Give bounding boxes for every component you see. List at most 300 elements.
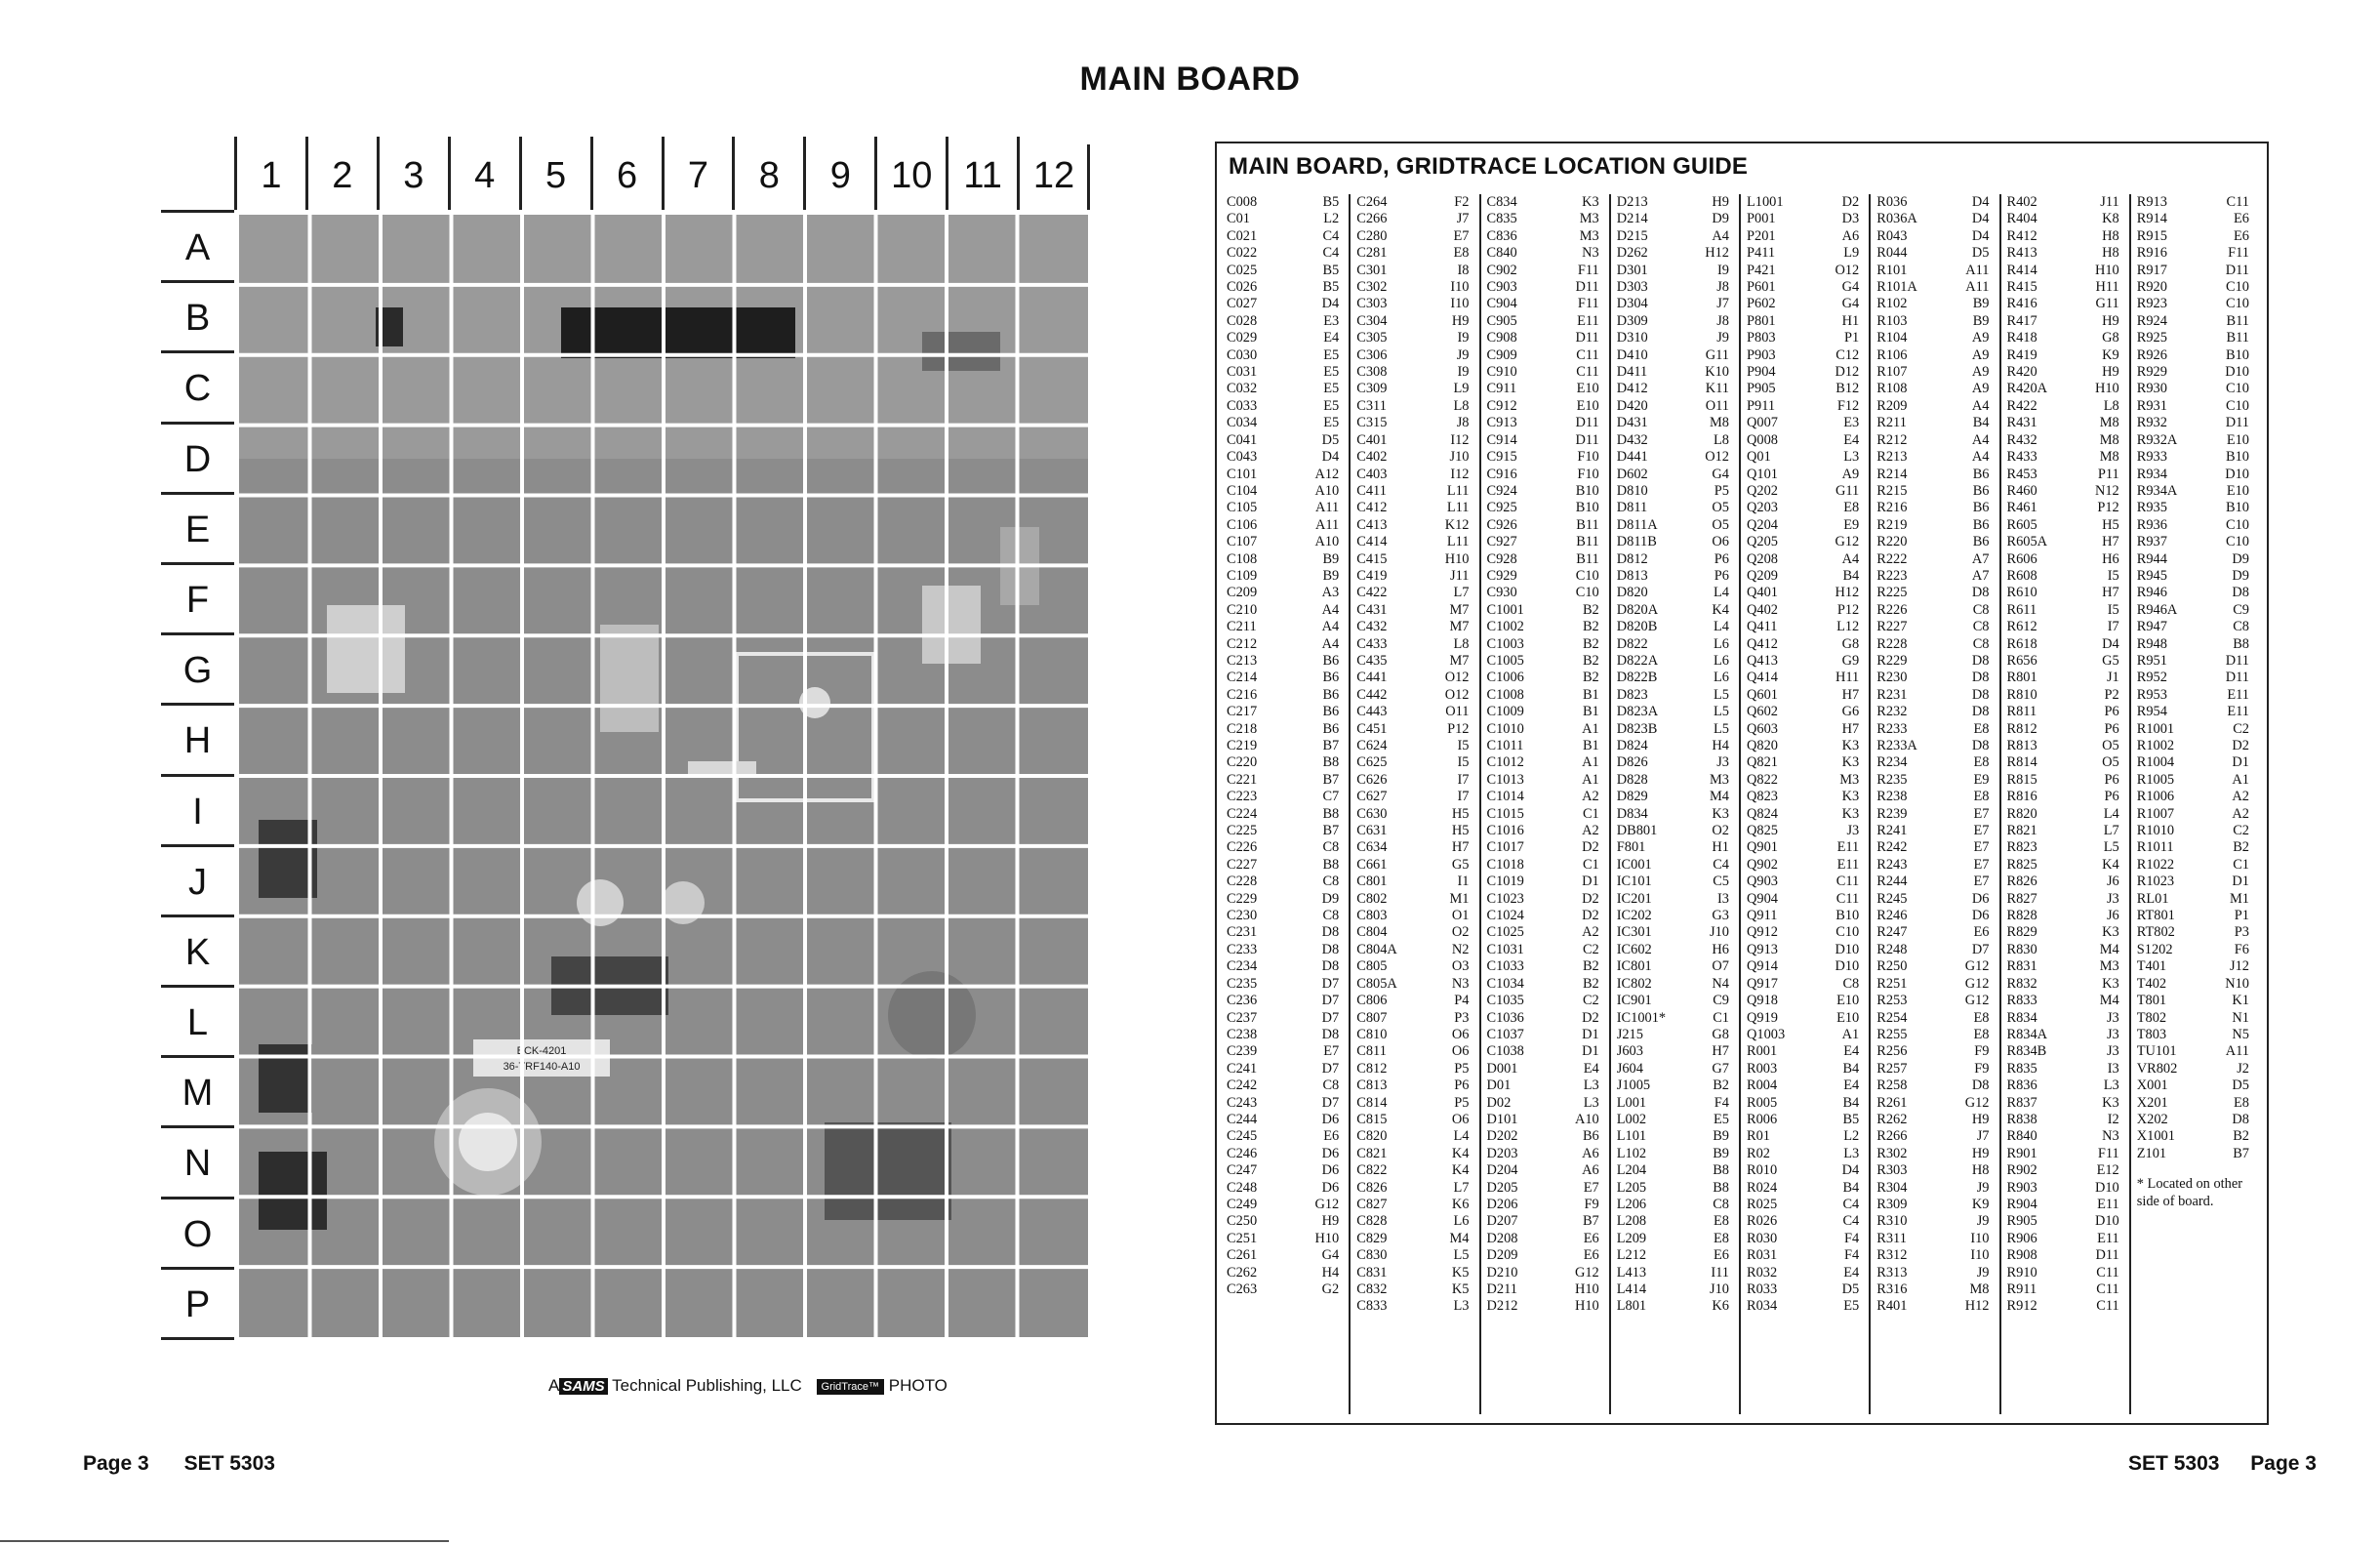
guide-entry (2007, 1128, 2123, 1145)
guide-entry (1487, 381, 1603, 397)
component-ref: R813 (2006, 738, 2037, 753)
component-ref: R821 (2006, 823, 2037, 839)
component-ref: C441 (1356, 670, 1388, 686)
grid-location: L8 (1714, 431, 1729, 448)
guide-entry (1617, 942, 1733, 958)
component-ref: Q901 (1747, 839, 1778, 856)
grid-location: C1 (1713, 1009, 1729, 1026)
grid-location: G2 (1321, 1281, 1340, 1297)
grid-location: B10 (2226, 449, 2249, 466)
grid-location: C8 (1842, 975, 1860, 992)
grid-location: H8 (2102, 245, 2119, 262)
component-ref: L413 (1616, 1264, 1647, 1281)
component-ref: R229 (1876, 652, 1908, 669)
guide-entry (1617, 823, 1733, 839)
component-ref: R02 (1747, 1145, 1770, 1161)
guide-column (1999, 194, 2129, 1414)
guide-entry (1487, 942, 1603, 958)
page-number: Page 3 (83, 1452, 149, 1475)
guide-entry (1617, 1247, 1733, 1264)
component-ref: C028 (1227, 312, 1258, 329)
grid-location: E3 (1843, 415, 1860, 431)
grid-location: O5 (2102, 738, 2119, 753)
grid-location: J10 (1710, 1281, 1729, 1297)
grid-location: K3 (2102, 1094, 2119, 1111)
component-ref: D206 (1486, 1196, 1518, 1212)
grid-location: E8 (1973, 1009, 1990, 1026)
component-ref: R916 (2136, 245, 2167, 262)
guide-entry (2137, 381, 2253, 397)
guide-entry (1617, 534, 1733, 550)
component-ref: L002 (1616, 1111, 1647, 1127)
guide-entry (1876, 415, 1993, 431)
grid-location: B4 (1972, 415, 1990, 431)
guide-entry (1617, 687, 1733, 704)
guide-entry (1227, 1061, 1343, 1077)
guide-entry (2137, 347, 2253, 364)
guide-entry (2007, 330, 2123, 346)
guide-entry (2137, 194, 2253, 211)
grid-location: D4 (1321, 296, 1340, 312)
guide-entry (1487, 839, 1603, 856)
guide-entry (1356, 908, 1472, 924)
guide-entry (2007, 754, 2123, 771)
component-ref: IC001 (1616, 856, 1652, 873)
grid-location: B10 (1575, 500, 1599, 516)
guide-entry (1747, 1010, 1863, 1027)
component-ref: C303 (1356, 296, 1388, 312)
guide-entry (1747, 653, 1863, 670)
component-ref: C244 (1227, 1111, 1258, 1127)
guide-entry (1227, 415, 1343, 431)
grid-location: L4 (1453, 1128, 1470, 1145)
component-ref: C311 (1356, 397, 1387, 414)
grid-location: O6 (1451, 1043, 1470, 1060)
guide-entry (1227, 1077, 1343, 1094)
component-ref: D412 (1616, 381, 1648, 397)
component-ref: P903 (1747, 346, 1776, 363)
grid-location: E5 (1843, 1298, 1860, 1315)
component-ref: R257 (1876, 1060, 1908, 1077)
guide-entry (1876, 568, 1993, 585)
grid-location: E10 (1836, 1009, 1860, 1026)
guide-entry (1487, 958, 1603, 975)
grid-location: J3 (2106, 890, 2119, 907)
grid-location: C8 (1972, 601, 1990, 618)
component-ref: Q413 (1747, 652, 1778, 669)
grid-location: J6 (2106, 874, 2119, 890)
grid-location: K3 (1582, 194, 1599, 210)
grid-location: O1 (1451, 908, 1470, 924)
grid-location: E5 (1714, 1111, 1729, 1127)
guide-entry (1227, 993, 1343, 1009)
guide-entry (1747, 704, 1863, 720)
guide-entry (1876, 364, 1993, 381)
component-ref: C1003 (1486, 635, 1524, 652)
component-ref: C029 (1227, 330, 1258, 346)
grid-location: E6 (2234, 211, 2249, 227)
grid-location: L11 (1446, 482, 1470, 499)
component-ref: C026 (1227, 279, 1258, 296)
grid-location: D11 (2225, 652, 2249, 669)
component-ref: R930 (2136, 381, 2167, 397)
guide-entry (1747, 398, 1863, 415)
guide-entry (1356, 551, 1472, 568)
grid-location: B2 (1582, 975, 1599, 992)
component-ref: C231 (1227, 924, 1258, 941)
grid-location: D6 (1321, 1179, 1340, 1196)
guide-entry (1356, 568, 1472, 585)
guide-entry (2137, 1010, 2253, 1027)
guide-entry (1747, 772, 1863, 789)
guide-entry (1747, 687, 1863, 704)
footer-left (83, 1452, 304, 1476)
component-ref: C443 (1356, 704, 1388, 720)
component-ref: R812 (2006, 720, 2037, 737)
guide-entry (1617, 432, 1733, 449)
grid-location: D5 (1321, 431, 1340, 448)
guide-entry (2137, 602, 2253, 619)
component-ref: R820 (2006, 805, 2037, 822)
guide-entry (1487, 1146, 1603, 1162)
component-ref: C281 (1356, 245, 1388, 262)
guide-entry (1356, 619, 1472, 635)
component-ref: C041 (1227, 431, 1258, 448)
component-ref: D202 (1486, 1128, 1518, 1145)
component-ref: R810 (2006, 686, 2037, 703)
grid-location: D8 (1321, 1026, 1340, 1042)
grid-location: E6 (2234, 227, 2249, 244)
component-ref: C223 (1227, 789, 1258, 805)
grid-location: J3 (2106, 1026, 2119, 1042)
guide-entry (1227, 517, 1343, 534)
component-ref: R908 (2006, 1247, 2037, 1264)
grid-location: E4 (1843, 1077, 1860, 1094)
component-ref: R826 (2006, 874, 2037, 890)
guide-entry (1617, 602, 1733, 619)
guide-entry (1356, 245, 1472, 262)
guide-entry (1617, 754, 1733, 771)
guide-entry (1876, 789, 1993, 805)
component-ref: C912 (1486, 397, 1517, 414)
guide-entry (1876, 313, 1993, 330)
grid-location: L7 (1453, 1179, 1470, 1196)
grid-location: B11 (1576, 516, 1599, 533)
guide-entry (1876, 1077, 1993, 1094)
grid-location: P5 (1714, 482, 1729, 499)
grid-location: D8 (1971, 738, 1990, 753)
guide-entry (1227, 738, 1343, 754)
guide-entry (1747, 432, 1863, 449)
guide-entry (1356, 772, 1472, 789)
grid-location: D2 (1582, 839, 1599, 856)
component-ref: R254 (1876, 1009, 1908, 1026)
component-ref: R608 (2006, 567, 2037, 584)
component-ref: R422 (2006, 397, 2037, 414)
guide-entry (1876, 330, 1993, 346)
grid-location: C8 (1713, 1196, 1729, 1212)
credit-company: Technical Publishing, LLC (612, 1376, 802, 1395)
guide-entry (2007, 976, 2123, 993)
grid-location: D11 (1575, 330, 1599, 346)
grid-location: G6 (1841, 704, 1860, 720)
guide-entry (1617, 670, 1733, 686)
component-ref: VR802 (2136, 1060, 2178, 1077)
component-ref: Q008 (1747, 431, 1778, 448)
grid-location: K5 (1451, 1264, 1470, 1281)
grid-location: H4 (1712, 738, 1729, 753)
component-ref: IC801 (1616, 958, 1652, 975)
component-ref: T402 (2136, 975, 2167, 992)
component-ref: Q822 (1747, 771, 1778, 788)
grid-location: H10 (1314, 1230, 1340, 1246)
component-ref: X001 (2136, 1077, 2168, 1094)
grid-location: N12 (2094, 482, 2119, 499)
component-ref: D203 (1486, 1145, 1518, 1161)
grid-location: G8 (2102, 330, 2119, 346)
component-ref: R414 (2006, 262, 2037, 278)
grid-location: P5 (1454, 1060, 1470, 1077)
component-ref: C624 (1356, 738, 1388, 753)
component-ref: D823A (1616, 704, 1659, 720)
guide-entry (1356, 1162, 1472, 1179)
component-ref: D205 (1486, 1179, 1518, 1196)
grid-location: G12 (1964, 1094, 1990, 1111)
guide-entry (2137, 1128, 2253, 1145)
guide-entry (1227, 670, 1343, 686)
component-ref: R231 (1876, 686, 1908, 703)
component-ref: R1022 (2136, 856, 2175, 873)
guide-entry (1356, 517, 1472, 534)
component-ref: C904 (1486, 296, 1517, 312)
grid-location: C1 (2233, 856, 2249, 873)
grid-location: D8 (2232, 1111, 2249, 1127)
guide-entry (1747, 263, 1863, 279)
guide-entry (1356, 891, 1472, 908)
guide-entry (2137, 432, 2253, 449)
component-ref: C805 (1356, 958, 1388, 975)
component-ref: D811B (1616, 534, 1657, 550)
component-ref: R256 (1876, 1043, 1908, 1060)
component-ref: C411 (1356, 482, 1387, 499)
grid-location: L7 (1453, 585, 1470, 601)
grid-location: J7 (1456, 211, 1470, 227)
component-ref: IC202 (1616, 908, 1652, 924)
grid-location: E10 (1576, 397, 1599, 414)
guide-entry (2137, 585, 2253, 601)
component-ref: Q205 (1747, 534, 1778, 550)
guide-entry (1747, 721, 1863, 738)
grid-column-label: 4 (448, 137, 519, 210)
guide-entry (1356, 364, 1472, 381)
grid-location: J12 (2230, 958, 2249, 975)
grid-location: H9 (1971, 1145, 1990, 1161)
component-ref: C1024 (1486, 908, 1524, 924)
guide-entry (1356, 602, 1472, 619)
grid-location: P11 (2097, 466, 2119, 482)
guide-entry (2007, 500, 2123, 516)
component-ref: C661 (1356, 856, 1388, 873)
grid-location: A4 (1971, 397, 1990, 414)
guide-entry (1617, 313, 1733, 330)
guide-entry (2007, 942, 2123, 958)
component-ref: R830 (2006, 941, 2037, 957)
component-ref: R241 (1876, 823, 1908, 839)
grid-location: C8 (1972, 619, 1990, 635)
guide-entry (1747, 1162, 1863, 1179)
guide-entry (1876, 551, 1993, 568)
component-ref: C308 (1356, 364, 1388, 381)
component-ref: C302 (1356, 279, 1388, 296)
grid-location: D5 (1841, 1281, 1860, 1297)
component-ref: R1002 (2136, 738, 2175, 753)
component-ref: R238 (1876, 789, 1908, 805)
grid-location: G4 (1712, 466, 1729, 482)
guide-entry (1876, 976, 1993, 993)
guide-entry (1747, 924, 1863, 941)
component-ref: R230 (1876, 670, 1908, 686)
grid-location: M4 (1710, 789, 1729, 805)
guide-entry (1747, 1231, 1863, 1247)
guide-entry (1487, 228, 1603, 245)
guide-entry (2007, 1112, 2123, 1128)
component-ref: R213 (1876, 449, 1908, 466)
component-ref: D01 (1486, 1077, 1512, 1094)
guide-entry (1227, 1027, 1343, 1043)
grid-row-label: K (161, 915, 234, 985)
guide-columns (1227, 194, 2259, 1414)
grid-location: J8 (1716, 279, 1729, 296)
grid-location: A4 (1321, 601, 1340, 618)
guide-entry (1617, 1095, 1733, 1112)
grid-location: E7 (1973, 805, 1990, 822)
grid-location: M8 (2099, 449, 2119, 466)
grid-location: D7 (1321, 1060, 1340, 1077)
grid-location: E9 (1843, 516, 1860, 533)
grid-location: I8 (1457, 262, 1470, 278)
guide-entry (1747, 619, 1863, 635)
grid-location: A4 (1841, 550, 1860, 567)
guide-entry (1227, 1128, 1343, 1145)
component-ref: R827 (2006, 890, 2037, 907)
grid-location: P1 (2234, 908, 2249, 924)
grid-location: K3 (1841, 805, 1860, 822)
grid-location: I12 (1450, 431, 1470, 448)
guide-entry (1356, 313, 1472, 330)
component-ref: C926 (1486, 516, 1517, 533)
component-ref: C834 (1486, 194, 1517, 210)
component-ref: C822 (1356, 1162, 1388, 1179)
component-ref: L212 (1616, 1247, 1647, 1264)
component-ref: D810 (1616, 482, 1648, 499)
grid-location: H12 (1964, 1298, 1990, 1315)
guide-entry (1487, 398, 1603, 415)
guide-entry (1487, 636, 1603, 653)
component-ref: D826 (1616, 754, 1648, 771)
grid-location: N5 (2232, 1026, 2249, 1042)
component-ref: R838 (2006, 1111, 2037, 1127)
guide-entry (1747, 670, 1863, 686)
guide-entry (1617, 891, 1733, 908)
guide-entry (1227, 245, 1343, 262)
guide-entry (1227, 1043, 1343, 1060)
guide-entry (1487, 517, 1603, 534)
grid-location: D2 (2232, 738, 2249, 753)
guide-entry (1356, 1197, 1472, 1213)
component-ref: C1013 (1486, 771, 1524, 788)
component-ref: C263 (1227, 1281, 1258, 1297)
component-ref: R605A (2006, 534, 2048, 550)
grid-location: A11 (1315, 500, 1340, 516)
grid-location: C11 (2226, 194, 2249, 210)
component-ref: D811 (1616, 500, 1648, 516)
grid-location: A4 (1971, 449, 1990, 466)
guide-entry (1227, 721, 1343, 738)
guide-column (1349, 194, 1478, 1414)
guide-entry (1227, 754, 1343, 771)
grid-column-label: 9 (803, 137, 874, 210)
guide-entry (1356, 857, 1472, 874)
component-ref: C802 (1356, 890, 1388, 907)
grid-location: F9 (1584, 1196, 1599, 1212)
component-ref: DB801 (1616, 823, 1658, 839)
guide-entry (1617, 1061, 1733, 1077)
page-title: MAIN BOARD (1079, 61, 1301, 98)
guide-entry (1617, 500, 1733, 516)
component-ref: R926 (2136, 346, 2167, 363)
guide-entry (1747, 789, 1863, 805)
guide-entry (1487, 534, 1603, 550)
guide-entry (1227, 500, 1343, 516)
component-ref: C814 (1356, 1094, 1388, 1111)
component-ref: D602 (1616, 466, 1648, 482)
guide-entry (1356, 211, 1472, 227)
component-ref: R244 (1876, 874, 1908, 890)
component-ref: D822B (1616, 670, 1658, 686)
guide-entry (1876, 347, 1993, 364)
grid-location: B9 (1713, 1128, 1729, 1145)
guide-entry (1747, 976, 1863, 993)
grid-location: D9 (1321, 890, 1340, 907)
guide-entry (1227, 1112, 1343, 1128)
component-ref: C262 (1227, 1264, 1258, 1281)
footer-right (2103, 1452, 2317, 1476)
guide-entry (1747, 738, 1863, 754)
component-ref: C109 (1227, 567, 1258, 584)
grid-location: B4 (1842, 1094, 1860, 1111)
grid-column-label: 7 (662, 137, 733, 210)
guide-entry (1747, 1265, 1863, 1281)
grid-location: I7 (1457, 771, 1470, 788)
grid-location: H9 (1971, 1111, 1990, 1127)
component-ref: L102 (1616, 1145, 1647, 1161)
guide-entry (1747, 194, 1863, 211)
component-ref: D431 (1616, 415, 1648, 431)
component-ref: R953 (2136, 686, 2167, 703)
grid-location: O11 (1445, 704, 1470, 720)
transformer-label-text: BCK-4201 (516, 1045, 567, 1057)
grid-location: I5 (1457, 738, 1470, 753)
grid-location: P5 (1454, 1094, 1470, 1111)
grid-location: N4 (1712, 975, 1729, 992)
grid-location: A9 (1971, 330, 1990, 346)
grid-location: E8 (1714, 1230, 1729, 1246)
guide-entry (2007, 1095, 2123, 1112)
guide-entry (1876, 1010, 1993, 1027)
guide-entry (2007, 415, 2123, 431)
component-ref: C227 (1227, 856, 1258, 873)
grid-location: D4 (1841, 1162, 1860, 1179)
